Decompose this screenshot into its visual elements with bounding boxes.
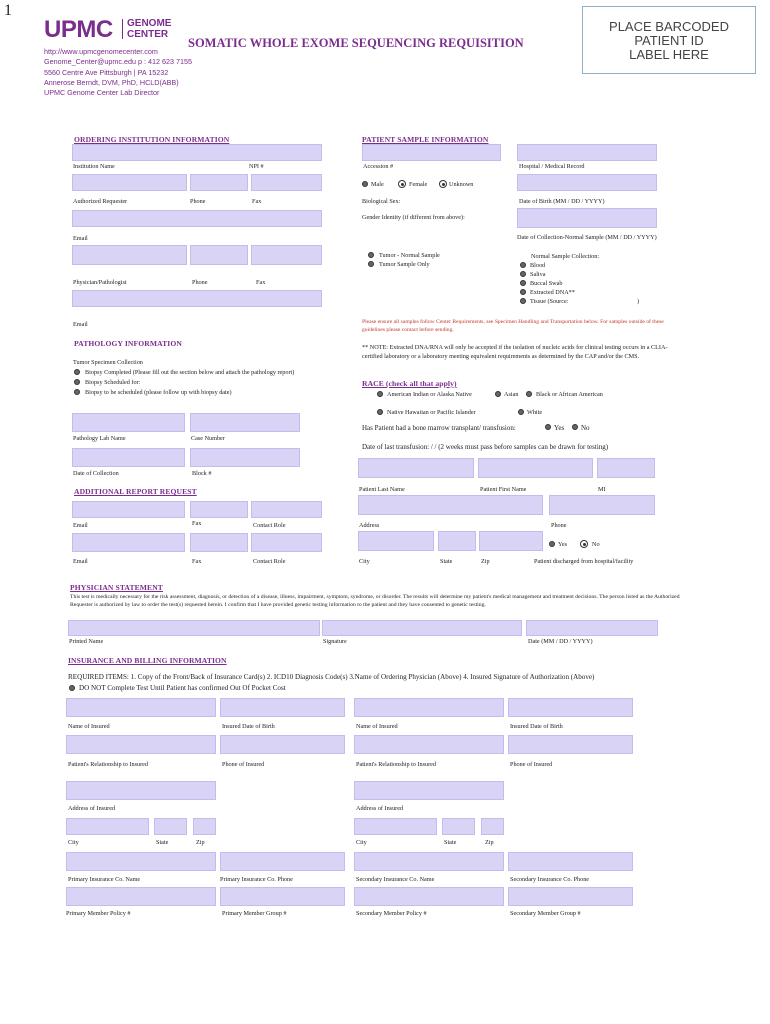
block-field[interactable] xyxy=(190,448,300,467)
bone-marrow-yes-label: Yes xyxy=(554,424,565,432)
primary-group-label: Primary Member Group # xyxy=(222,910,287,917)
insured-zip-2-label: Zip xyxy=(485,839,494,846)
collection-date-label: Date of Collection-Normal Sample (MM / DD / YYYY) xyxy=(517,234,657,241)
name-insured-2-field[interactable] xyxy=(354,698,504,717)
additional-fax-label: Fax xyxy=(192,520,202,527)
biopsy-to-be-label: Biopsy to be scheduled (please follow up with biopsy date) xyxy=(85,389,232,396)
bone-marrow-label: Has Patient had a bone marrow transplant/ transfusion: xyxy=(362,424,516,432)
address-insured-2-label: Address of Insured xyxy=(356,805,404,812)
primary-group-field[interactable] xyxy=(220,887,345,906)
bone-marrow-no-radio[interactable] xyxy=(572,424,578,430)
patient-last-name-field[interactable] xyxy=(358,458,474,478)
male-radio[interactable] xyxy=(362,181,368,187)
additional-contact-role2-field[interactable] xyxy=(251,533,322,552)
bone-marrow-no-label: No xyxy=(581,424,590,432)
additional-fax-field[interactable] xyxy=(190,501,248,518)
discharged-yes-label: Yes xyxy=(558,541,568,548)
relationship-2-label: Patient's Relationship to Insured xyxy=(356,761,436,768)
tissue-radio[interactable] xyxy=(520,298,526,304)
printed-name-label: Printed Name xyxy=(69,638,104,645)
barcode-line-1: PLACE BARCODED xyxy=(609,19,729,34)
insured-zip-2-field[interactable] xyxy=(481,818,504,835)
barcode-box xyxy=(582,6,756,74)
secondary-group-label: Secondary Member Group # xyxy=(510,910,581,917)
insured-city-2-label: City xyxy=(356,839,367,846)
lab-name-label: Pathology Lab Name xyxy=(73,435,126,442)
normal-collection-label: Normal Sample Collection: xyxy=(531,253,600,260)
patient-state-label: State xyxy=(440,558,453,565)
primary-phone-field[interactable] xyxy=(220,852,345,871)
extracted-dna-radio[interactable] xyxy=(520,289,526,295)
white-label: White xyxy=(527,409,543,416)
institution-name-field[interactable] xyxy=(72,144,322,161)
insured-city-1-label: City xyxy=(68,839,79,846)
secondary-phone-label: Secondary Insurance Co. Phone xyxy=(510,876,590,883)
contact-website[interactable]: http://www.upmcgenomecenter.com xyxy=(44,47,158,56)
discharged-no-radio[interactable] xyxy=(580,540,588,548)
tumor-normal-radio[interactable] xyxy=(368,252,374,258)
male-label: Male xyxy=(371,181,384,188)
blood-label: Blood xyxy=(530,262,546,269)
date-collection-field[interactable] xyxy=(72,448,185,467)
discharged-no-label: No xyxy=(592,541,600,548)
secondary-phone-field[interactable] xyxy=(508,852,633,871)
barcode-line-2: PATIENT ID xyxy=(634,33,704,48)
statement-date-label: Date (MM / DD / YYYY) xyxy=(528,638,593,645)
contact-block xyxy=(44,47,192,98)
phone-insured-2-field[interactable] xyxy=(508,735,633,754)
physician-email-field[interactable] xyxy=(72,290,322,307)
dob-label: Date of Birth (MM / DD / YYYY) xyxy=(519,198,605,205)
relationship-2-field[interactable] xyxy=(354,735,504,754)
white-radio[interactable] xyxy=(518,409,524,415)
primary-policy-label: Primary Member Policy # xyxy=(66,910,131,917)
insured-city-1-field[interactable] xyxy=(66,818,149,835)
physician-phone-field[interactable] xyxy=(190,245,248,265)
extracted-dna-note: ** NOTE: Extracted DNA/RNA will only be accepted if the isolation of nucleic acids for clinical testing occurs in a CLIA-certified laboratory or a laboratory meeting equivalent requirements as determined by the CAP and/or the CMS. xyxy=(362,344,668,360)
last-transfusion-label: Date of last transfusion: / / (2 weeks must pass before samples can be drawn for testing) xyxy=(362,443,609,451)
contact-address: 5560 Centre Ave Pittsburgh | PA 15232 xyxy=(44,67,169,77)
physician-email-label: Email xyxy=(73,321,88,328)
extracted-dna-label: Extracted DNA** xyxy=(530,289,575,296)
tissue-close: ) xyxy=(637,298,640,305)
additional-contact-role-label: Contact Role xyxy=(253,522,286,529)
phone-insured-2-label: Phone of Insured xyxy=(510,761,553,768)
patient-city-label: City xyxy=(359,558,370,565)
additional-fax2-field[interactable] xyxy=(190,533,248,552)
insured-dob-1-label: Insured Date of Birth xyxy=(222,723,275,730)
blood-radio[interactable] xyxy=(520,262,526,268)
name-insured-1-field[interactable] xyxy=(66,698,216,717)
authorized-requester-field[interactable] xyxy=(72,174,187,191)
asian-radio[interactable] xyxy=(495,391,501,397)
requester-email-field[interactable] xyxy=(72,210,322,227)
authorized-requester-label: Authorized Requester xyxy=(73,198,128,205)
patient-address-field[interactable] xyxy=(358,495,543,515)
saliva-label: Saliva xyxy=(530,271,546,278)
hospital-record-label: Hospital / Medical Record xyxy=(519,163,585,170)
asian-label: Asian xyxy=(504,391,519,398)
dob-field[interactable] xyxy=(517,174,657,191)
secondary-name-field[interactable] xyxy=(354,852,504,871)
insured-dob-2-label: Insured Date of Birth xyxy=(510,723,563,730)
physician-statement-text: This test is medically necessary for the risk assessment, diagnosis, or detection of a disease, illness, impairment, symptom, syndrome, or disorder. The results will determine my patient's medical management and treatment decisions. The person listed as the Authorized Requester is authorized by law to order the test(s) requested herein. I confirm that I have provided genetic testing information to the patient and they have consented to genetic testing. xyxy=(70,594,680,609)
insured-dob-2-field[interactable] xyxy=(508,698,633,717)
tumor-only-label: Tumor Sample Only xyxy=(379,261,430,268)
accession-label: Accession # xyxy=(363,163,394,170)
patient-last-name-label: Patient Last Name xyxy=(359,486,405,493)
insured-state-2-field[interactable] xyxy=(442,818,475,835)
discharged-yes-radio[interactable] xyxy=(549,541,555,547)
buccal-radio[interactable] xyxy=(520,280,526,286)
logo-center: CENTER xyxy=(127,29,169,40)
patient-phone-label: Phone xyxy=(551,522,567,529)
patient-state-field[interactable] xyxy=(438,531,476,551)
bone-marrow-yes-radio[interactable] xyxy=(545,424,551,430)
accession-field[interactable] xyxy=(362,144,501,161)
case-number-label: Case Number xyxy=(191,435,225,442)
statement-date-field[interactable] xyxy=(526,620,658,636)
relationship-1-label: Patient's Relationship to Insured xyxy=(68,761,148,768)
additional-email-field[interactable] xyxy=(72,501,185,518)
patient-first-name-field[interactable] xyxy=(478,458,593,478)
female-label: Female xyxy=(409,181,428,188)
additional-contact-role-field[interactable] xyxy=(251,501,322,518)
patient-zip-field[interactable] xyxy=(479,531,543,551)
additional-email2-field[interactable] xyxy=(72,533,185,552)
hawaiian-radio[interactable] xyxy=(377,409,383,415)
contact-director-title: UPMC Genome Center Lab Director xyxy=(44,88,160,98)
institution-name-label: Institution Name xyxy=(73,163,115,170)
primary-policy-field[interactable] xyxy=(66,887,216,906)
pathology-section-title: PATHOLOGY INFORMATION xyxy=(74,339,182,348)
insured-zip-1-field[interactable] xyxy=(193,818,216,835)
black-label: Black or African American xyxy=(536,391,603,398)
american-indian-label: American Indian or Alaska Native xyxy=(387,391,472,398)
insured-state-2-label: State xyxy=(444,839,457,846)
additional-fax2-label: Fax xyxy=(192,558,202,565)
buccal-label: Buccal Swab xyxy=(530,280,563,287)
unknown-label: Unknown xyxy=(449,181,474,188)
contact-email[interactable]: Genome_Center@upmc.edu p : 412 623 7155 xyxy=(44,57,192,67)
patient-first-name-label: Patient First Name xyxy=(480,486,527,493)
black-radio[interactable] xyxy=(526,391,532,397)
form-title: SOMATIC WHOLE EXOME SEQUENCING REQUISITION xyxy=(188,36,524,50)
logo-genome: GENOME xyxy=(127,18,172,29)
insured-city-2-field[interactable] xyxy=(354,818,437,835)
hospital-record-field[interactable] xyxy=(517,144,657,161)
sample-notice: Please ensure all samples follow Center Requirements, see Specimen Handling and Transportation below. For samples outside of these guidelines please contact before sending. xyxy=(362,319,664,333)
insured-state-1-label: State xyxy=(156,839,169,846)
name-insured-1-label: Name of Insured xyxy=(68,723,110,730)
additional-section-title: ADDITIONAL REPORT REQUEST xyxy=(74,487,197,496)
physician-fax-field[interactable] xyxy=(251,245,322,265)
address-insured-2-field[interactable] xyxy=(354,781,504,800)
insurance-section-title: INSURANCE AND BILLING INFORMATION xyxy=(68,656,227,665)
primary-phone-label: Primary Insurance Co. Phone xyxy=(220,876,293,883)
printed-name-field[interactable] xyxy=(68,620,320,636)
address-insured-1-field[interactable] xyxy=(66,781,216,800)
collection-date-field[interactable] xyxy=(517,208,657,228)
insured-dob-1-field[interactable] xyxy=(220,698,345,717)
biopsy-completed-radio[interactable] xyxy=(74,369,80,375)
primary-name-label: Primary Insurance Co. Name xyxy=(68,876,141,883)
american-indian-radio[interactable] xyxy=(377,391,383,397)
insured-state-1-field[interactable] xyxy=(154,818,187,835)
additional-email-label: Email xyxy=(73,522,88,529)
requester-phone-label: Phone xyxy=(190,198,206,205)
name-insured-2-label: Name of Insured xyxy=(356,723,398,730)
logo-upmc: UPMC xyxy=(44,16,113,43)
requester-email-label: Email xyxy=(73,235,88,242)
additional-email2-label: Email xyxy=(73,558,88,565)
physician-field[interactable] xyxy=(72,245,187,265)
biological-sex-label: Biological Sex: xyxy=(362,198,401,205)
patient-phone-field[interactable] xyxy=(549,495,655,515)
tumor-normal-label: Tumor - Normal Sample xyxy=(379,252,440,259)
signature-label: Signature xyxy=(323,638,347,645)
patient-mi-field[interactable] xyxy=(597,458,655,478)
biopsy-scheduled-radio[interactable] xyxy=(74,379,80,385)
do-not-label: DO NOT Complete Test Until Patient has confirmed Out Of Pocket Cost xyxy=(79,684,286,692)
patient-city-field[interactable] xyxy=(358,531,434,551)
patient-zip-label: Zip xyxy=(481,558,490,565)
discharged-label: Patient discharged from hospital/facility xyxy=(534,558,634,565)
secondary-name-label: Secondary Insurance Co. Name xyxy=(356,876,435,883)
primary-name-field[interactable] xyxy=(66,852,216,871)
secondary-group-field[interactable] xyxy=(508,887,633,906)
date-collection-label: Date of Collection xyxy=(73,470,119,477)
race-title: RACE (check all that apply) xyxy=(362,379,457,388)
npi-label: NPI # xyxy=(249,163,264,170)
insurance-required: REQUIRED ITEMS: 1. Copy of the Front/Back of Insurance Card(s) 2. ICD10 Diagnosis Code(s) 3.Name of Ordering Physician (Above) 4. Insured Signature of Authorization (Above) xyxy=(68,673,595,681)
biopsy-completed-label: Biopsy Completed (Please fill out the section below and attach the pathology report) xyxy=(85,369,295,376)
ordering-section-title: ORDERING INSTITUTION INFORMATION xyxy=(74,135,230,144)
do-not-radio[interactable] xyxy=(69,685,75,691)
block-label: Block # xyxy=(192,470,212,477)
female-radio[interactable] xyxy=(398,180,406,188)
requester-phone-field[interactable] xyxy=(190,174,248,191)
case-number-field[interactable] xyxy=(190,413,300,432)
secondary-policy-field[interactable] xyxy=(354,887,504,906)
biopsy-to-be-radio[interactable] xyxy=(74,389,80,395)
tumor-collection-label: Tumor Specimen Collection xyxy=(73,359,143,366)
phone-insured-1-field[interactable] xyxy=(220,735,345,754)
signature-field[interactable] xyxy=(322,620,522,636)
logo-divider xyxy=(122,19,123,39)
biopsy-scheduled-label: Biopsy Scheduled for: xyxy=(85,379,141,386)
barcode-line-3: LABEL HERE xyxy=(629,47,709,62)
physician-statement-title: PHYSICIAN STATEMENT xyxy=(70,583,163,592)
tissue-label: Tissue (Source: xyxy=(530,298,569,305)
contact-director: Annerose Berndt, DVM, PhD, HCLD(ABB) xyxy=(44,77,179,87)
patient-section-title: PATIENT SAMPLE INFORMATION xyxy=(362,135,489,144)
saliva-radio[interactable] xyxy=(520,271,526,277)
physician-fax-label: Fax xyxy=(256,279,266,286)
patient-address-label: Address xyxy=(359,522,380,529)
address-insured-1-label: Address of Insured xyxy=(68,805,116,812)
gender-identity-label: Gender Identity (if different from above): xyxy=(362,214,465,221)
phone-insured-1-label: Phone of Insured xyxy=(222,761,265,768)
requester-fax-label: Fax xyxy=(252,198,262,205)
physician-label: Physician/Pathologist xyxy=(73,279,127,286)
physician-phone-label: Phone xyxy=(192,279,208,286)
unknown-radio[interactable] xyxy=(439,180,447,188)
patient-mi-label: MI xyxy=(598,486,606,493)
requester-fax-field[interactable] xyxy=(251,174,322,191)
additional-contact-role2-label: Contact Role xyxy=(253,558,286,565)
insured-zip-1-label: Zip xyxy=(196,839,205,846)
tumor-only-radio[interactable] xyxy=(368,261,374,267)
hawaiian-label: Native Hawaiian or Pacific Islander xyxy=(387,409,476,416)
lab-name-field[interactable] xyxy=(72,413,185,432)
secondary-policy-label: Secondary Member Policy # xyxy=(356,910,427,917)
page-number: 1 xyxy=(4,2,12,19)
relationship-1-field[interactable] xyxy=(66,735,216,754)
